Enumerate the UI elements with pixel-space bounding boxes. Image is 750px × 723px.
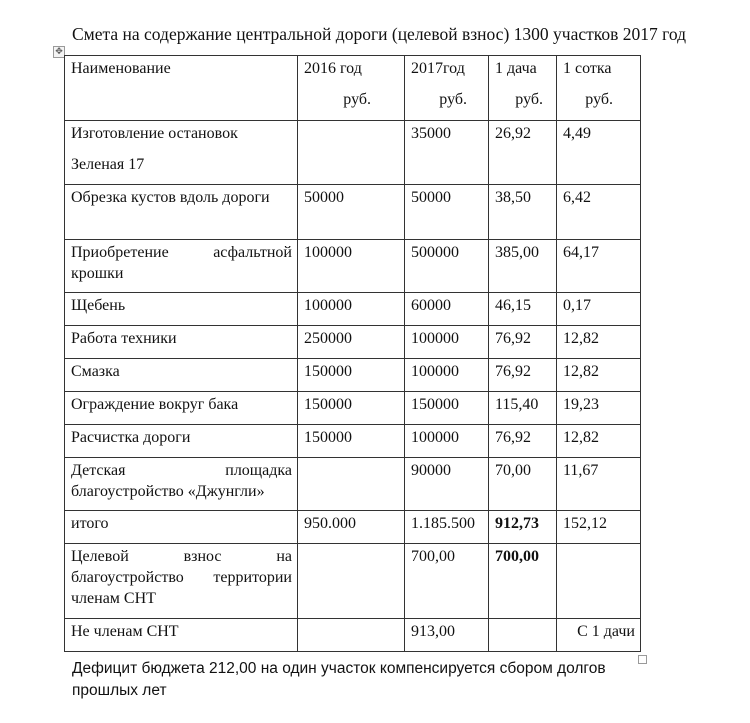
- cell-name[interactable]: Обрезка кустов вдоль дороги: [65, 185, 298, 240]
- cell-2017[interactable]: 150000: [405, 392, 489, 425]
- cell-dacha[interactable]: [489, 619, 557, 652]
- table-row: [65, 326, 641, 359]
- cell-2016[interactable]: 150000: [298, 392, 405, 425]
- cell-sotka[interactable]: С 1 дачи: [557, 619, 641, 652]
- cell-name[interactable]: Приобретение асфальтной крошки: [65, 240, 298, 293]
- cell-dacha[interactable]: 385,00: [489, 240, 557, 293]
- table-row: [65, 121, 641, 185]
- cell-name[interactable]: Щебень: [65, 293, 298, 326]
- cell-2016[interactable]: [298, 544, 405, 619]
- cell-2017[interactable]: 1.185.500: [405, 511, 489, 544]
- table-row: [65, 240, 641, 293]
- table-header-row: [65, 56, 641, 121]
- cell-2017[interactable]: 500000: [405, 240, 489, 293]
- cell-sotka[interactable]: 0,17: [557, 293, 641, 326]
- cell-dacha[interactable]: 26,92: [489, 121, 557, 185]
- unit-label: руб.: [439, 91, 467, 108]
- cell-2017[interactable]: 100000: [405, 359, 489, 392]
- cell-2017[interactable]: 60000: [405, 293, 489, 326]
- cell-2017[interactable]: 50000: [405, 185, 489, 240]
- cell-name[interactable]: Расчистка дороги: [65, 425, 298, 458]
- table-row: [65, 425, 641, 458]
- table-row: [65, 458, 641, 511]
- cell-2017[interactable]: 100000: [405, 425, 489, 458]
- cell-sotka[interactable]: 4,49: [557, 121, 641, 185]
- unit-label: руб.: [343, 91, 371, 108]
- unit-label: руб.: [585, 91, 613, 108]
- cell-2016[interactable]: 950.000: [298, 511, 405, 544]
- cell-sotka[interactable]: 152,12: [557, 511, 641, 544]
- cell-name[interactable]: Ограждение вокруг бака: [65, 392, 298, 425]
- cell-dacha[interactable]: 700,00: [489, 544, 557, 619]
- table-row: [65, 392, 641, 425]
- cell-2016[interactable]: 100000: [298, 240, 405, 293]
- cell-2016[interactable]: [298, 458, 405, 511]
- cell-sotka[interactable]: 12,82: [557, 359, 641, 392]
- cell-2016[interactable]: 100000: [298, 293, 405, 326]
- cell-2016[interactable]: 250000: [298, 326, 405, 359]
- header-cell-name[interactable]: Наименование: [65, 56, 298, 121]
- unit-label: руб.: [515, 91, 543, 108]
- header-cell-2016[interactable]: 2016 год руб.: [298, 56, 405, 121]
- cell-dacha[interactable]: 115,40: [489, 392, 557, 425]
- cell-sotka[interactable]: 12,82: [557, 425, 641, 458]
- cell-sotka[interactable]: 6,42: [557, 185, 641, 240]
- header-cell-sotka[interactable]: 1 сотка руб.: [557, 56, 641, 121]
- table-row: [65, 359, 641, 392]
- cell-2016[interactable]: 150000: [298, 425, 405, 458]
- table-row: [65, 619, 641, 652]
- table-row: [65, 293, 641, 326]
- cell-sotka[interactable]: 64,17: [557, 240, 641, 293]
- document-title: Смета на содержание центральной дороги (целевой взнос) 1300 участков 2017 год: [72, 24, 687, 44]
- cell-name[interactable]: Работа техники: [65, 326, 298, 359]
- cell-dacha[interactable]: 46,15: [489, 293, 557, 326]
- cell-dacha[interactable]: 912,73: [489, 511, 557, 544]
- cell-name[interactable]: Смазка: [65, 359, 298, 392]
- cell-2016[interactable]: 150000: [298, 359, 405, 392]
- cell-2017[interactable]: 913,00: [405, 619, 489, 652]
- cell-2017[interactable]: 700,00: [405, 544, 489, 619]
- cell-2017[interactable]: 100000: [405, 326, 489, 359]
- table-row: [65, 185, 641, 240]
- cell-name[interactable]: Целевой взнос на благоустройство территории членам СНТ: [65, 544, 298, 619]
- cell-2016[interactable]: 50000: [298, 185, 405, 240]
- table-row: [65, 544, 641, 619]
- cell-sotka[interactable]: [557, 544, 641, 619]
- cell-dacha[interactable]: 76,92: [489, 326, 557, 359]
- footer-note: Дефицит бюджета 212,00 на один участок компенсируется сбором долгов прошлых лет: [72, 660, 606, 699]
- cell-name[interactable]: итого: [65, 511, 298, 544]
- cell-sotka[interactable]: 19,23: [557, 392, 641, 425]
- cell-name[interactable]: Изготовление остановок Зеленая 17: [65, 121, 298, 185]
- cell-2017[interactable]: 35000: [405, 121, 489, 185]
- cell-dacha[interactable]: 70,00: [489, 458, 557, 511]
- cell-2016[interactable]: [298, 121, 405, 185]
- header-cell-dacha[interactable]: 1 дача руб.: [489, 56, 557, 121]
- table-row-total: [65, 511, 641, 544]
- cell-dacha[interactable]: 76,92: [489, 425, 557, 458]
- cell-name[interactable]: Не членам СНТ: [65, 619, 298, 652]
- cell-2017[interactable]: 90000: [405, 458, 489, 511]
- cell-dacha[interactable]: 76,92: [489, 359, 557, 392]
- cell-name[interactable]: Детская площадка благоустройство «Джунгли»: [65, 458, 298, 511]
- cell-2016[interactable]: [298, 619, 405, 652]
- cell-dacha[interactable]: 38,50: [489, 185, 557, 240]
- budget-table: [64, 55, 641, 652]
- move-arrows-icon[interactable]: ✥: [53, 46, 65, 58]
- cell-sotka[interactable]: 12,82: [557, 326, 641, 359]
- header-cell-2017[interactable]: 2017год руб.: [405, 56, 489, 121]
- cell-sotka[interactable]: 11,67: [557, 458, 641, 511]
